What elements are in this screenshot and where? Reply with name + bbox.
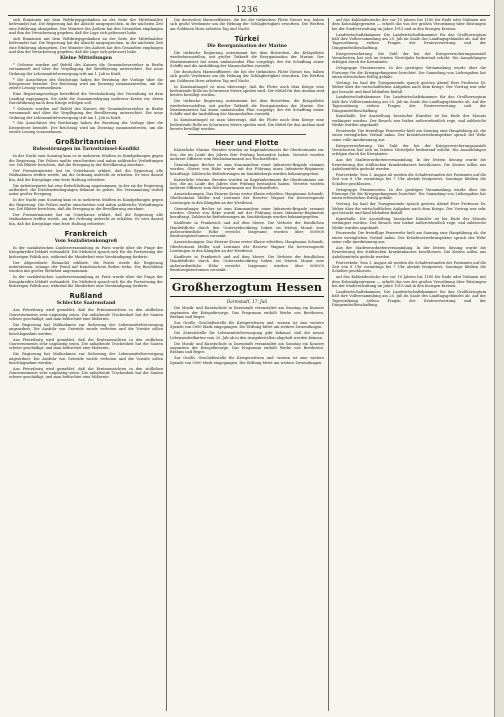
column-divider	[166, 18, 167, 711]
article-paragraph: Aus der Stadtverordnetenversammlung. In der letzten Sitzung wurde die Erweiterung des städtischen Krankenhauses beschlossen. Die Kosten sollen aus Anleihemitteln gedeckt werden.	[332, 158, 486, 171]
article-paragraph: In der sozialistischen Landesversammlung zu Paris wurde über die Frage der Kriegskredite lebhaft verhandelt. Die Mehrheit sprach sich für die Fortsetzung der bisherigen Politik aus, während die Minderheit eine Verständigung forderte.	[9, 246, 163, 259]
column-right	[332, 18, 486, 711]
article-paragraph: Postverkehr. Vom 1. August ab werden die Schalterstunden der Postämter auf die Zeit von 8 Uhr vormittags bis 7 Uhr abends festgesetzt. Sonntags bleiben die Schalter geschlossen.	[332, 172, 486, 186]
article-paragraph: Die Arbeiterpartei hat eine Entschließung angenommen, in der sie die Regierung auffordert, die Friedensbedingungen bekannt zu geben. Die Versammlung verlief unter großer Erregung.	[9, 183, 163, 197]
article-paragraph: Generalmajor Becher ist zum Kommandeur einer Infanterie-Brigade ernannt worden. Oberst von Hake wurde mit der Führung eines Infanterie-Regiments beauftragt. Zahlreiche Beförderungen im Sanitätskorps wurden bekanntgegeben.	[170, 162, 324, 176]
article-paragraph: Kriegsversicherung. Die Zahl der bei der Kriegsversicherungsanstalt Versicherten hat sich im letzten Vierteljahr bedeutend erhöht. Die Auszahlungen erfolgen durch die Kreisämter.	[332, 51, 486, 65]
column-left	[9, 18, 163, 711]
section-heading: Großbritannien	[55, 138, 117, 147]
header-rule	[8, 15, 490, 16]
article-paragraph: Der Premierminister hat im Unterhause erklärt, daß die Regierung alle Maßnahmen treffen werde, um die Ordnung aufrecht zu erhalten. Er wies darauf hin, daß die Kriegslage eine feste Haltung erfordere.	[9, 212, 163, 226]
article-paragraph: In Konstantinopel ist man überzeugt, daß die Flotte nach dem Kriege eine bedeutende Rolle im Schwarzen Meere spielen wird. Die Mittel für den Ausbau sind bereits bewilligt worden.	[170, 84, 324, 98]
dateline: Darmstadt, 17. Juli	[226, 299, 268, 305]
article-paragraph: Landwirtschaftskammer. Die Landwirtschaftskammer für das Großherzogtum hält ihre Vollversammlung am 25. Juli im Saale des Landtagsgebäudes ab. Auf der Tagesordnung stehen Fragen der Ernteverwertung und der Düngemittelbeschaffung.	[332, 289, 486, 307]
article-paragraph: Landwirtschaftskammer. Die Landwirtschaftskammer für das Großherzogtum hält ihre Vollversammlung am 25. Juli im Saale des Landtagsgebäudes ab. Auf der Tagesordnung stehen Fragen der Ernteverwertung und der Düngemittelbeschaffung.	[332, 95, 486, 113]
column-divider	[328, 18, 329, 711]
article-paragraph: auf das Kohlendeutsche der vor 10 Jahren bis 1180 für Ende oder Nahmen mit dem Kolonialgegrenzen — erhielt das von der großen Verordnung über Rüstungen bei der Stadtverwaltung im Jahre 1913 und in den hiesigen Kreisen.	[332, 18, 486, 31]
article-paragraph: Eine Regierungsvorlage betreffend die Vereinfachung der Verwaltung ist dem Landtag zugegangen. Sie sieht die Zusammenlegung mehrerer Kreise vor, deren Durchführung nach dem Kriege erfolgen soll.	[9, 92, 163, 105]
column-middle	[170, 18, 324, 711]
article-paragraph: auf das Kohlendeutsche der vor 10 Jahren bis 1180 für Ende oder Nahmen mit dem Kolonialgegrenzen — erhielt das von der großen Verordnung über Rüstungen bei der Stadtverwaltung im Jahre 1913 und in den hiesigen Kreisen.	[332, 275, 486, 288]
article-paragraph: Auszeichnungen. Das Eiserne Kreuz erster Klasse erhielten: Hauptmann Schmidt, Oberleutnant Müller und Leutnant der Reserve Wagner für hervorragende Leistungen in den Kämpfen an der Westfront.	[170, 240, 324, 254]
section-heading: Rußland	[69, 292, 103, 301]
article-paragraph: Aus der Stadtverordnetenversammlung. In der letzten Sitzung wurde die Erweiterung des städtischen Krankenhauses beschlossen. Die Kosten sollen aus Anleihemitteln gedeckt werden.	[332, 246, 486, 259]
article-paragraph: Die türkische Regierung unternimmt bei dem Bestreben, die Kriegsflotte wiederherzustellen, mit großer Tatkraft die Reorganisation der Marine. Der Marineminister hat einen umfassenden Plan vorgelegt, der die Schaffung neuer Schiffe und die Ausbildung der Mannschaften vorsieht.	[170, 51, 324, 69]
article-paragraph: Kaiserliche Marine. Berufen wurden zu Kapitänleutnants die Oberleutnants zur See, die im Laufe des Jahres ihre Prüfung bestanden haben. Versetzt wurden mehrere Offiziere vom Reichsmarineamt zur Hochseeflotte.	[170, 148, 324, 161]
article-paragraph: Die Zentralstelle für Lebensmittelversorgung gibt bekannt, daß die neuen Lebensmittelkarten vom 20. Juli ab in den Ausgabestellen abgeholt werden können.	[170, 331, 324, 340]
article-paragraph: In Konstantinopel ist man überzeugt, daß die Flotte nach dem Kriege eine bedeutende Rolle im Schwarzen Meere spielen wird. Die Mittel für den Ausbau sind bereits bewilligt worden.	[170, 118, 324, 131]
section-heading: Kleine Mitteilungen	[60, 55, 112, 61]
page-number: 1236	[235, 5, 259, 14]
article-title: Ruhestörungen im Tarnwitzinsel-Konflikt	[32, 147, 140, 153]
article-paragraph: sich Rumänien mit dem Weltkriegsgedanken an der Seite der Mittelmächte befreundet hat. Die Regierung hat die Absicht ausgesprochen, in der nächsten Zeit eine Erklärung abzugeben. Der Minister des Äußern hat den Gesandten empfangen und ihm die Versicherung gegeben, daß die Lage sich gebessert habe.	[9, 18, 163, 36]
section-heading: Heer und Flotte	[215, 139, 279, 148]
article-paragraph: Feuerwehr. Die freiwillige Feuerwehr hielt am Sonntag eine Hauptübung ab, die einen vorzüglichen Verlauf nahm. Der Kreisfeuerwehrinspektor sprach der Wehr seine volle Anerkennung aus.	[332, 231, 486, 245]
article-paragraph: Generalmajor Becher ist zum Kommandeur einer Infanterie-Brigade ernannt worden. Oberst von Hake wurde mit der Führung eines Infanterie-Regiments beauftragt. Zahlreiche Beförderungen im Sanitätskorps wurden bekanntgegeben.	[170, 206, 324, 220]
article-paragraph: Ortsgruppe Frauenverein. In der gestrigen Versammlung wurde über die Fürsorge für die Kriegsgefangenen berichtet. Die Sammlung von Liebesgaben hat einen erfreulichen Erfolg gehabt.	[332, 187, 486, 201]
article-title: Die Reorganisation der Marine	[207, 44, 287, 50]
article-paragraph: Kriegsversicherung. Die Zahl der bei der Kriegsversicherungsanstalt Versicherten hat sich im letzten Vierteljahr bedeutend erhöht. Die Auszahlungen erfolgen durch die Kreisämter.	[332, 143, 486, 157]
article-paragraph: Die türkische Regierung unternimmt bei dem Bestreben, die Kriegsflotte wiederherzustellen, mit großer Tatkraft die Reorganisation der Marine. Der Marineminister hat einen umfassenden Plan vorgelegt, der die Schaffung neuer Schiffe und die Ausbildung der Mannschaften vorsieht.	[170, 99, 324, 117]
article-paragraph: sich Rumänien mit dem Weltkriegsgedanken an der Seite der Mittelmächte befreundet hat. Die Regierung hat die Absicht ausgesprochen, in der nächsten Zeit eine Erklärung abzugeben. Der Minister des Äußern hat den Gesandten empfangen und ihm die Versicherung gegeben, daß die Lage sich gebessert habe.	[9, 36, 163, 54]
article-paragraph: Vortrag. Im Saal der Turngemeinde sprach gestern Abend Herr Professor Dr. Weber über die wirtschaftlichen Aufgaben nach dem Kriege. Der Vortrag war sehr gut besucht und fand lebhaften Beifall.	[332, 80, 486, 94]
adjacent-page-edge	[494, 0, 504, 717]
section-divider	[188, 134, 306, 135]
article-paragraph: In der sozialistischen Landesversammlung zu Paris wurde über die Frage der Kriegskredite lebhaft verhandelt. Die Mehrheit sprach sich für die Fortsetzung der bisherigen Politik aus, während die Minderheit eine Verständigung forderte.	[9, 275, 163, 288]
article-title: Vom Sozialistenkongreß	[54, 239, 118, 244]
article-paragraph: Kunsthalle. Die Ausstellung hessischer Künstler ist bis Ende des Monats verlängert worden. Der Besuch war bisher außerordentlich rege, und zahlreiche Werke wurden angekauft.	[332, 114, 486, 128]
article-paragraph: Auszeichnungen. Das Eiserne Kreuz erster Klasse erhielten: Hauptmann Schmidt, Oberleutnant Müller und Leutnant der Reserve Wagner für hervorragende Leistungen in den Kämpfen an der Westfront.	[170, 192, 324, 205]
article-paragraph: In der Nacht zum Sonntag kam es in mehreren Städten zu Kundgebungen gegen die Regierung. Die Polizei mußte einschreiten und nahm zahlreiche Verhaftungen vor. Die Blätter berichten, daß die Erregung in der Bevölkerung zunehme.	[9, 198, 163, 212]
article-paragraph: Aus Petersburg wird gemeldet, daß die Ernteaussichten in den südlichen Gouvernements sehr ungünstig seien. Die anhaltende Trockenheit hat die Saaten schwer geschädigt, und man befürchtet eine Mißernte.	[9, 366, 163, 380]
article-paragraph: Aus Petersburg wird gemeldet, daß die Ernteaussichten in den südlichen Gouvernements sehr ungünstig seien. Die anhaltende Trockenheit hat die Saaten schwer geschädigt, und man befürchtet eine Mißernte.	[9, 337, 163, 351]
article-paragraph: Feuerwehr. Die freiwillige Feuerwehr hielt am Sonntag eine Hauptübung ab, die einen vorzüglichen Verlauf nahm. Der Kreisfeuerwehrinspektor sprach der Wehr seine volle Anerkennung aus.	[332, 129, 486, 142]
article-paragraph: * Die Ausschüsse des Reichstags haben die Beratung der Vorlage über die Kriegsteuer beendet. Der Reichstag wird am Dienstag zusammentreten, um die zweite Lesung vorzunehmen.	[9, 121, 163, 135]
article-paragraph: Aus Petersburg wird gemeldet, daß die Ernteaussichten in den südlichen Gouvernements sehr ungünstig seien. Die anhaltende Trockenheit hat die Saaten schwer geschädigt, und man befürchtet eine Mißernte.	[9, 308, 163, 321]
article-paragraph: Zur Großh. Geschäftsstelle für Kriegerwitwen und -waisen ist eine weitere Spende von 5000 Mark eingegangen. Die Stiftung bittet um weitere Zuwendungen.	[170, 356, 324, 365]
article-paragraph: Kaufleute in Frankreich und auf dem Meere. Die Verluste der feindlichen Handelsflotte durch den Unterseebootkrieg haben im letzten Monat eine außerordentliche Höhe erreicht. Insgesamt wurden über 600000 Bruttoregistertonnen versenkt.	[170, 254, 324, 272]
article-paragraph: Postverkehr. Vom 1. August ab werden die Schalterstunden der Postämter auf die Zeit von 8 Uhr vormittags bis 7 Uhr abends festgesetzt. Sonntags bleiben die Schalter geschlossen.	[332, 260, 486, 274]
article-paragraph: Ortsgruppe Frauenverein. In der gestrigen Versammlung wurde über die Fürsorge für die Kriegsgefangenen berichtet. Die Sammlung von Liebesgaben hat einen erfreulichen Erfolg gehabt.	[332, 66, 486, 79]
article-paragraph: Landwirtschaftskammer. Die Landwirtschaftskammer für das Großherzogtum hält ihre Vollversammlung am 25. Juli im Saale des Landtagsgebäudes ab. Auf der Tagesordnung stehen Fragen der Ernteverwertung und der Düngemittelbeschaffung.	[332, 32, 486, 50]
section-heading: Türkei	[234, 35, 260, 44]
section-heading: Frankreich	[64, 230, 108, 238]
article-paragraph: Vortrag. Im Saal der Turngemeinde sprach gestern Abend Herr Professor Dr. Weber über die wirtschaftlichen Aufgaben nach dem Kriege. Der Vortrag war sehr gut besucht und fand lebhaften Beifall.	[332, 202, 486, 215]
article-paragraph: * Die Ausschüsse des Reichstags haben die Beratung der Vorlage über die Kriegsteuer beendet. Der Reichstag wird am Dienstag zusammentreten, um die zweite Lesung vorzunehmen.	[9, 77, 163, 91]
article-paragraph: Kaufleute in Frankreich und auf dem Meere. Die Verluste der feindlichen Handelsflotte durch den Unterseebootkrieg haben im letzten Monat eine außerordentliche Höhe erreicht. Insgesamt wurden über 600000 Bruttoregistertonnen versenkt.	[170, 221, 324, 239]
article-paragraph: Die deutschen Marineoffiziere, die bei der türkischen Flotte Dienst tun, haben sich große Verdienste um die Hebung der Schlagfertigkeit erworben. Die Werften am Goldenen Horn arbeiten Tag und Nacht.	[170, 18, 324, 31]
article-paragraph: In der Nacht zum Sonntag kam es in mehreren Städten zu Kundgebungen gegen die Regierung. Die Polizei mußte einschreiten und nahm zahlreiche Verhaftungen vor. Die Blätter berichten, daß die Erregung in der Bevölkerung zunehme.	[9, 154, 163, 168]
article-paragraph: Die Musik- und Kunstschule in Darmstadt veranstaltet am Sonntag ein Konzert zugunsten der Kriegsfürsorge. Das Programm enthält Werke von Beethoven, Brahms und Reger.	[170, 341, 324, 355]
article-paragraph: Kaiserliche Marine. Berufen wurden zu Kapitänleutnants die Oberleutnants zur See, die im Laufe des Jahres ihre Prüfung bestanden haben. Versetzt wurden mehrere Offiziere vom Reichsmarineamt zur Hochseeflotte.	[170, 177, 324, 191]
article-paragraph: Zur Großh. Geschäftsstelle für Kriegerwitwen und -waisen ist eine weitere Spende von 5000 Mark eingegangen. Die Stiftung bittet um weitere Zuwendungen.	[170, 320, 324, 330]
article-paragraph: Der Premierminister hat im Unterhause erklärt, daß die Regierung alle Maßnahmen treffen werde, um die Ordnung aufrecht zu erhalten. Er wies darauf hin, daß die Kriegslage eine feste Haltung erfordere.	[9, 169, 163, 182]
article-paragraph: Der Abgeordnete Renaudel erklärte, die Partei werde die Regierung unterstützen, solange der Feind auf französischem Boden stehe. Die Beschlüsse wurden mit großer Mehrheit angenommen.	[9, 260, 163, 274]
regional-banner-title: Großherzogtum Hessen	[170, 278, 324, 297]
article-paragraph: Kunsthalle. Die Ausstellung hessischer Künstler ist bis Ende des Monats verlängert worden. Der Besuch war bisher außerordentlich rege, und zahlreiche Werke wurden angekauft.	[332, 216, 486, 230]
article-paragraph: * Geborne wurden auf Befehl des Kaisers die Gemeindevorsteher in Berlin versammelt und über die Verpflegung der Bevölkerung unterrichtet. Die neue Ordnung der Lebensmittelversorgung tritt am 1. Juli in Kraft.	[9, 62, 163, 76]
article-paragraph: Die deutschen Marineoffiziere, die bei der türkischen Flotte Dienst tun, haben sich große Verdienste um die Hebung der Schlagfertigkeit erworben. Die Werften am Goldenen Horn arbeiten Tag und Nacht.	[170, 70, 324, 83]
article-title: Schlechte Saatenstand	[56, 301, 116, 307]
article-paragraph: * Geborne wurden auf Befehl des Kaisers die Gemeindevorsteher in Berlin versammelt und über die Verpflegung der Bevölkerung unterrichtet. Die neue Ordnung der Lebensmittelversorgung tritt am 1. Juli in Kraft.	[9, 106, 163, 120]
article-paragraph: Die Regierung hat Maßnahmen zur Sicherung der Lebensmittelversorgung angeordnet. Die Ausfuhr von Getreide wurde verboten und die Vorräte sollen beschlagnahmt werden.	[9, 352, 163, 365]
article-paragraph: Die Regierung hat Maßnahmen zur Sicherung der Lebensmittelversorgung angeordnet. Die Ausfuhr von Getreide wurde verboten und die Vorräte sollen beschlagnahmt werden.	[9, 322, 163, 336]
article-paragraph: Die Musik- und Kunstschule in Darmstadt veranstaltet am Sonntag ein Konzert zugunsten der Kriegsfürsorge. Das Programm enthält Werke von Beethoven, Brahms und Reger.	[170, 306, 324, 320]
